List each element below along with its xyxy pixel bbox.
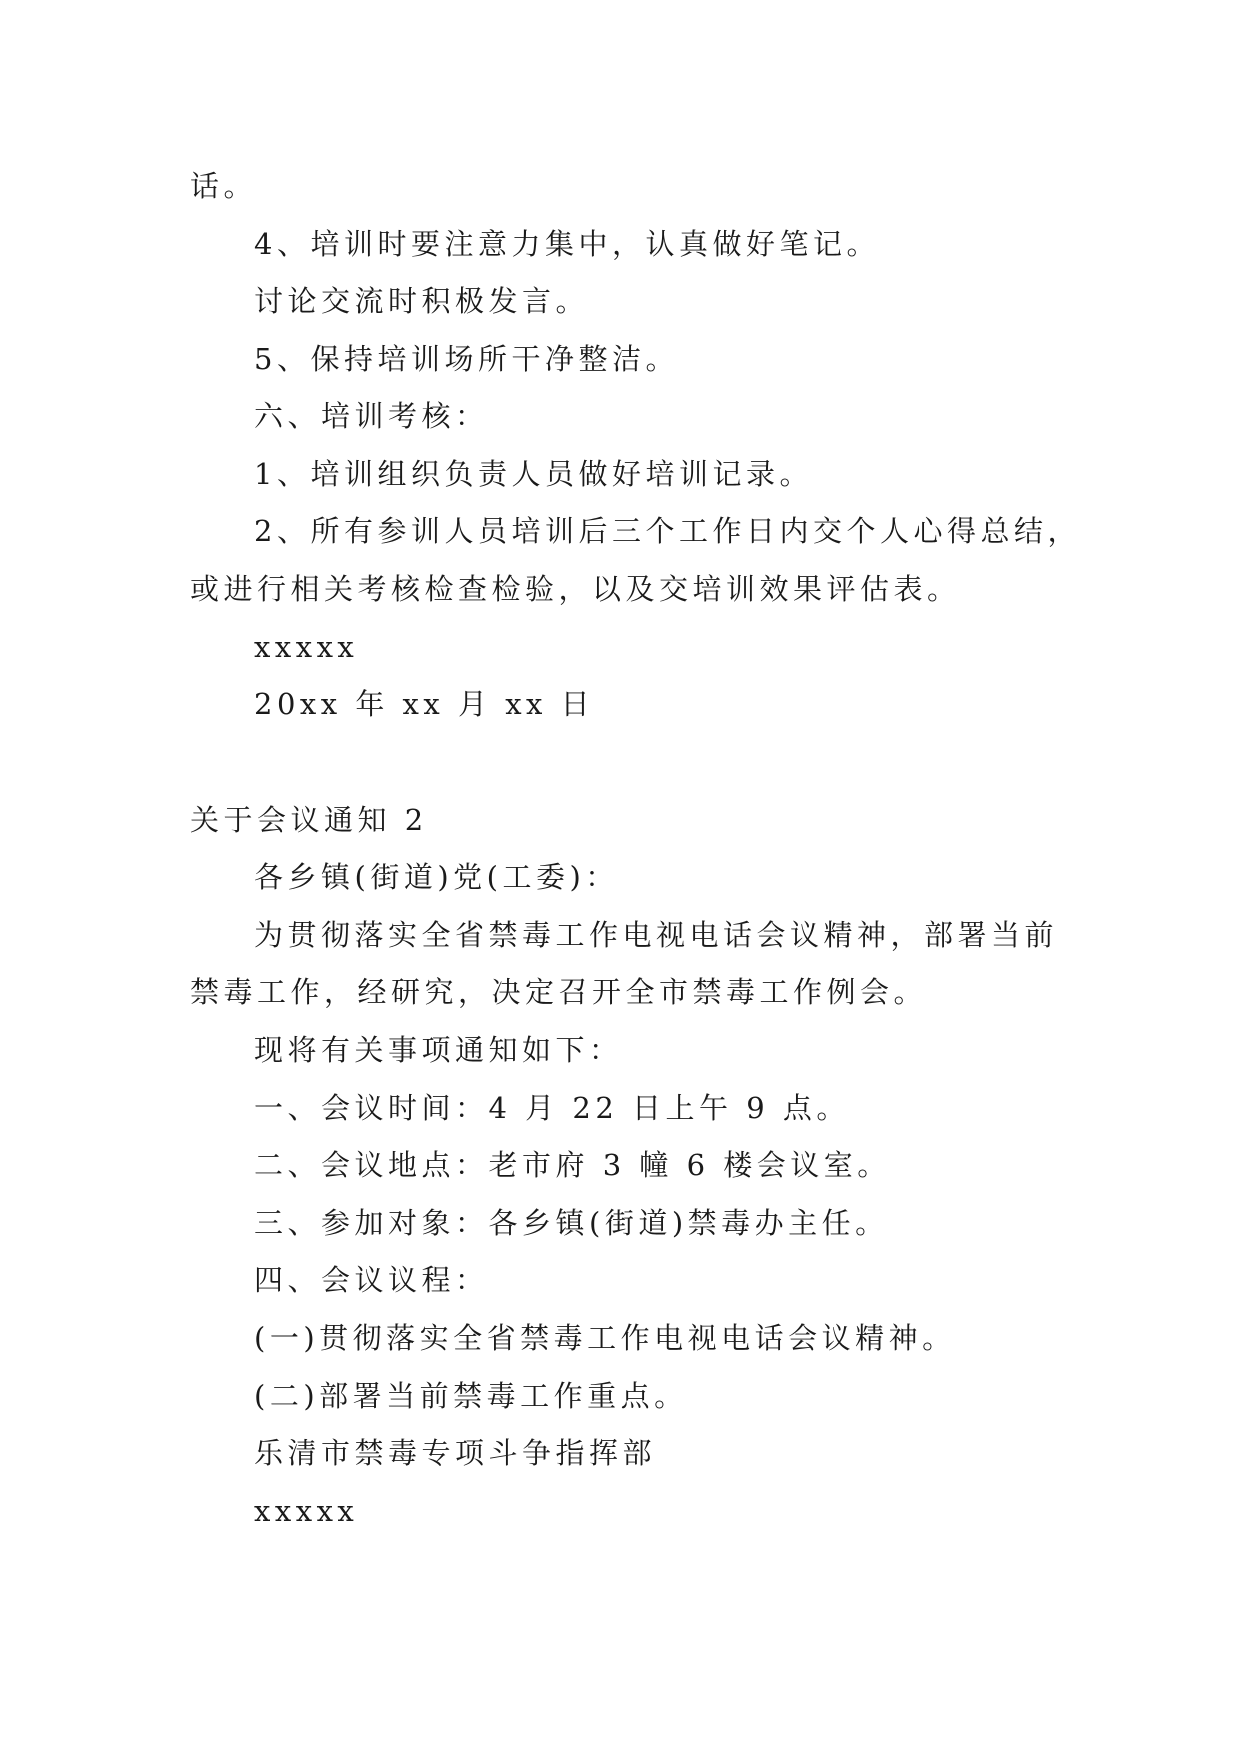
notice-item-attendees: 三、参加对象：各乡镇(街道)禁毒办主任。 bbox=[254, 1206, 889, 1240]
training-rule-5: 5、保持培训场所干净整洁。 bbox=[254, 342, 679, 376]
notice-body-line-1: 为贯彻落实全省禁毒工作电视电话会议精神，部署当前 bbox=[254, 918, 1059, 952]
assessment-item-1: 1、培训组织负责人员做好培训记录。 bbox=[254, 457, 813, 491]
notice-body-line-2: 禁毒工作，经研究，决定召开全市禁毒工作例会。 bbox=[190, 975, 928, 1009]
agenda-item-2: (二)部署当前禁毒工作重点。 bbox=[254, 1379, 688, 1413]
notice-signature: xxxxx bbox=[254, 1494, 359, 1528]
notice-item-time: 一、会议时间：4 月 22 日上午 9 点。 bbox=[254, 1091, 850, 1125]
signature-date: 20xx 年 xx 月 xx 日 bbox=[254, 687, 595, 721]
notice-item-agenda: 四、会议议程： bbox=[254, 1263, 489, 1297]
assessment-item-2-cont: 或进行相关考核检查检验，以及交培训效果评估表。 bbox=[190, 572, 961, 606]
notice-item-location: 二、会议地点：老市府 3 幢 6 楼会议室。 bbox=[254, 1148, 891, 1182]
notice-intro: 现将有关事项通知如下： bbox=[254, 1033, 623, 1067]
notice-issuer: 乐清市禁毒专项斗争指挥部 bbox=[254, 1436, 657, 1470]
training-rule-4-cont: 讨论交流时积极发言。 bbox=[254, 284, 590, 318]
assessment-item-2: 2、所有参训人员培训后三个工作日内交个人心得总结， bbox=[254, 514, 1081, 548]
signature-name: xxxxx bbox=[254, 630, 359, 664]
agenda-item-1: (一)贯彻落实全省禁毒工作电视电话会议精神。 bbox=[254, 1321, 956, 1355]
notice-title: 关于会议通知 2 bbox=[190, 803, 428, 837]
section-heading-assessment: 六、培训考核： bbox=[254, 399, 489, 433]
paragraph-continuation: 话。 bbox=[190, 169, 258, 203]
training-rule-4: 4、培训时要注意力集中，认真做好笔记。 bbox=[254, 227, 880, 261]
notice-salutation: 各乡镇(街道)党(工委)： bbox=[254, 860, 619, 894]
